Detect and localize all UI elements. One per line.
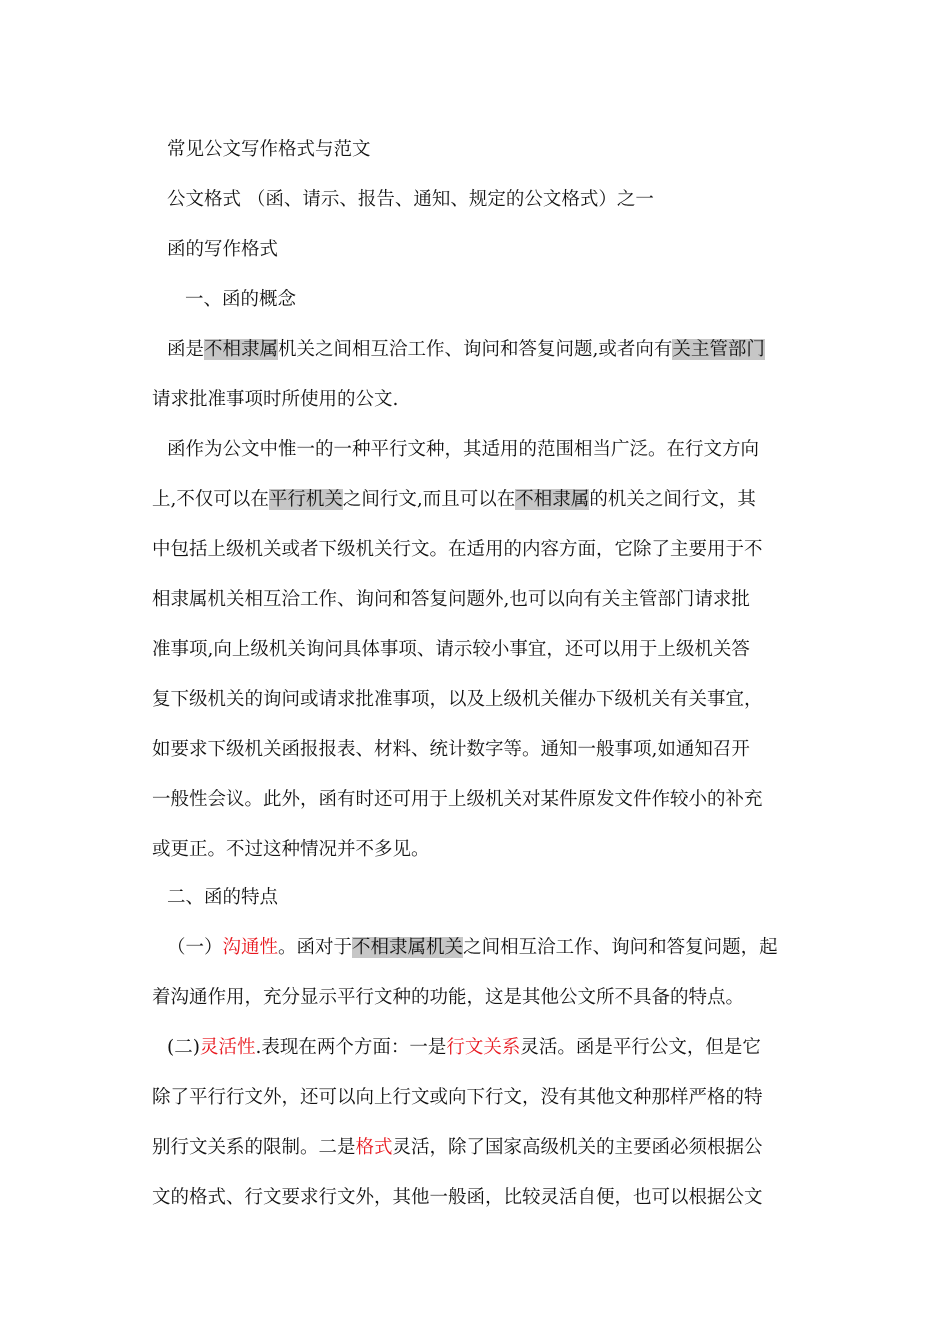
paragraph-1-line-1: 函是不相隶属机关之间相互洽工作、询问和答复问题,或者向有关主管部门 <box>167 339 765 360</box>
highlight-term: 不相隶属 <box>515 489 590 510</box>
highlight-term: 不相隶属机关 <box>352 937 464 958</box>
paragraph-4-line-4: 文的格式、行文要求行文外，其他一般函，比较灵活自便，也可以根据公文 <box>152 1187 763 1208</box>
paragraph-2-line-3: 中包括上级机关或者下级机关行文。在适用的内容方面，它除了主要用于不 <box>152 539 763 560</box>
paragraph-2-line-4: 相隶属机关相互洽工作、询问和答复问题外,也可以向有关主管部门请求批 <box>152 589 750 610</box>
paragraph-2-line-9: 或更正。不过这种情况并不多见。 <box>152 839 430 860</box>
section-1-heading: 一、函的概念 <box>185 289 297 310</box>
doc-subtitle: 公文格式 （函、请示、报告、通知、规定的公文格式）之一 <box>167 189 654 210</box>
paragraph-2-line-8: 一般性会议。此外，函有时还可用于上级机关对某件原发文件作较小的补充 <box>152 789 763 810</box>
paragraph-4-line-3: 别行文关系的限制。二是格式灵活，除了国家高级机关的主要函必须根据公 <box>152 1137 763 1158</box>
paragraph-2-line-5: 准事项,向上级机关询问具体事项、请示较小事宜，还可以用于上级机关答 <box>152 639 750 660</box>
red-keyword: 格式 <box>355 1137 393 1158</box>
paragraph-2-line-6: 复下级机关的询问或请求批准事项，以及上级机关催办下级机关有关事宜， <box>152 689 763 710</box>
paragraph-4-line-2: 除了平行行文外，还可以向上行文或向下行文，没有其他文种那样严格的特 <box>152 1087 763 1108</box>
paragraph-2-line-7: 如要求下级机关函报报表、材料、统计数字等。通知一般事项,如通知召开 <box>152 739 750 760</box>
paragraph-3-line-2: 着沟通作用，充分显示平行文种的功能，这是其他公文所不具备的特点。 <box>152 987 745 1008</box>
doc-title: 常见公文写作格式与范文 <box>167 139 371 160</box>
red-keyword: 沟通性 <box>222 937 279 958</box>
paragraph-2-line-1: 函作为公文中惟一的一种平行文种，其适用的范围相当广泛。在行文方向 <box>167 439 760 460</box>
section-2-heading: 二、函的特点 <box>167 887 279 908</box>
highlight-term: 平行机关 <box>268 489 343 510</box>
paragraph-1-line-2: 请求批准事项时所使用的公文. <box>152 389 399 410</box>
red-keyword: 行文关系 <box>446 1037 521 1058</box>
paragraph-3-line-1: （一）沟通性。函对于不相隶属机关之间相互洽工作、询问和答复问题，起 <box>167 937 778 958</box>
red-keyword: 灵活性 <box>199 1037 256 1058</box>
section-heading-letter-format: 函的写作格式 <box>167 239 279 260</box>
highlight-term: 关主管部门 <box>672 339 765 360</box>
highlight-term: 不相隶属 <box>204 339 279 360</box>
paragraph-2-line-2: 上,不仅可以在平行机关之间行文,而且可以在不相隶属的机关之间行文，其 <box>152 489 756 510</box>
paragraph-4-line-1: (二)灵活性.表现在两个方面：一是行文关系灵活。函是平行公文，但是它 <box>167 1037 761 1058</box>
